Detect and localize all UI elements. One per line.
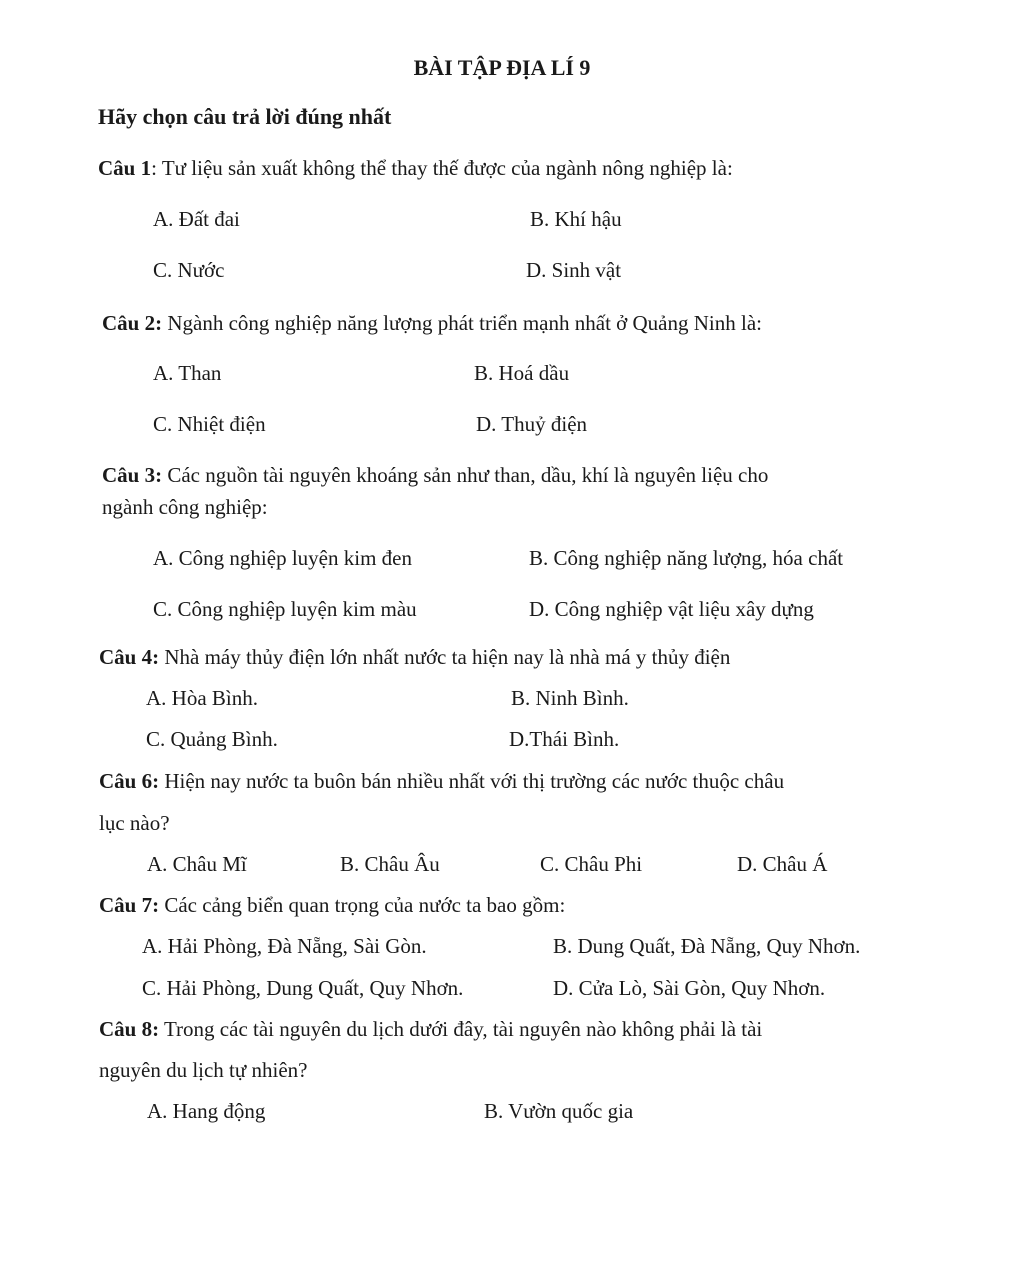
option-2d: D. Thuỷ điện (476, 412, 588, 436)
option-6c: C. Châu Phi (540, 852, 643, 876)
option-7c: C. Hải Phòng, Dung Quất, Quy Nhơn. (142, 976, 464, 1000)
option-2b: B. Hoá dầu (474, 361, 570, 385)
option-3a: A. Công nghiệp luyện kim đen (153, 546, 412, 570)
option-3c: C. Công nghiệp luyện kim màu (153, 597, 417, 621)
question-label: Câu 7: (99, 893, 160, 917)
question-label: Câu 1 (98, 156, 152, 180)
option-8a: A. Hang động (147, 1099, 266, 1123)
option-4c: C. Quảng Bình. (146, 727, 278, 751)
option-7a: A. Hải Phòng, Đà Nẵng, Sài Gòn. (142, 934, 427, 958)
option-3d: D. Công nghiệp vật liệu xây dựng (529, 597, 814, 621)
option-1b: B. Khí hậu (530, 207, 622, 231)
option-6d: D. Châu Á (737, 852, 828, 876)
question-6-stem (99, 769, 784, 794)
page-title: BÀI TẬP ĐỊA LÍ 9 (413, 55, 591, 80)
option-2a: A. Than (153, 361, 222, 385)
question-text: Các nguồn tài nguyên khoáng sản như than, dầu, khí là nguyên liệu cho (162, 463, 769, 487)
question-8-stem (99, 1017, 762, 1042)
question-4-stem (99, 645, 730, 670)
question-text: : Tư liệu sản xuất không thể thay thế được của ngành nông nghiệp là: (151, 156, 733, 180)
question-text: Trong các tài nguyên du lịch dưới đây, tài nguyên nào không phải là tài (159, 1017, 763, 1041)
question-3-stem (102, 463, 768, 488)
question-2-stem (102, 311, 762, 336)
question-3-stem-line2: ngành công nghiệp: (102, 495, 268, 519)
question-label: Câu 2: (102, 311, 163, 335)
question-7-stem (99, 893, 565, 918)
option-2c: C. Nhiệt điện (153, 412, 266, 436)
question-label: Câu 8: (99, 1017, 160, 1041)
option-7b: B. Dung Quất, Đà Nẵng, Quy Nhơn. (553, 934, 861, 958)
question-text: Các cảng biển quan trọng của nước ta bao gồm: (159, 893, 566, 917)
option-1a: A. Đất đai (153, 207, 240, 231)
question-label: Câu 4: (99, 645, 160, 669)
question-8-stem-line2: nguyên du lịch tự nhiên? (99, 1058, 308, 1082)
question-1-stem (98, 156, 733, 181)
question-label: Câu 3: (102, 463, 163, 487)
question-text: Nhà máy thủy điện lớn nhất nước ta hiện nay là nhà má y thủy điện (159, 645, 731, 669)
option-1d: D. Sinh vật (526, 258, 622, 282)
option-4b: B. Ninh Bình. (511, 686, 629, 710)
option-7d: D. Cửa Lò, Sài Gòn, Quy Nhơn. (553, 976, 826, 1000)
option-6b: B. Châu Âu (340, 852, 440, 876)
option-1c: C. Nước (153, 258, 225, 282)
option-3b: B. Công nghiệp năng lượng, hóa chất (529, 546, 844, 570)
option-8b: B. Vườn quốc gia (484, 1099, 634, 1123)
option-4d: D.Thái Bình. (509, 727, 620, 751)
option-4a: A. Hòa Bình. (146, 686, 258, 710)
question-text: Ngành công nghiệp năng lượng phát triển mạnh nhất ở Quảng Ninh là: (162, 311, 762, 335)
question-text: Hiện nay nước ta buôn bán nhiều nhất với thị trường các nước thuộc châu (159, 769, 785, 793)
question-label: Câu 6: (99, 769, 160, 793)
instruction: Hãy chọn câu trả lời đúng nhất (98, 104, 392, 129)
option-6a: A. Châu Mĩ (147, 852, 247, 876)
question-6-stem-line2: lục nào? (99, 811, 170, 835)
